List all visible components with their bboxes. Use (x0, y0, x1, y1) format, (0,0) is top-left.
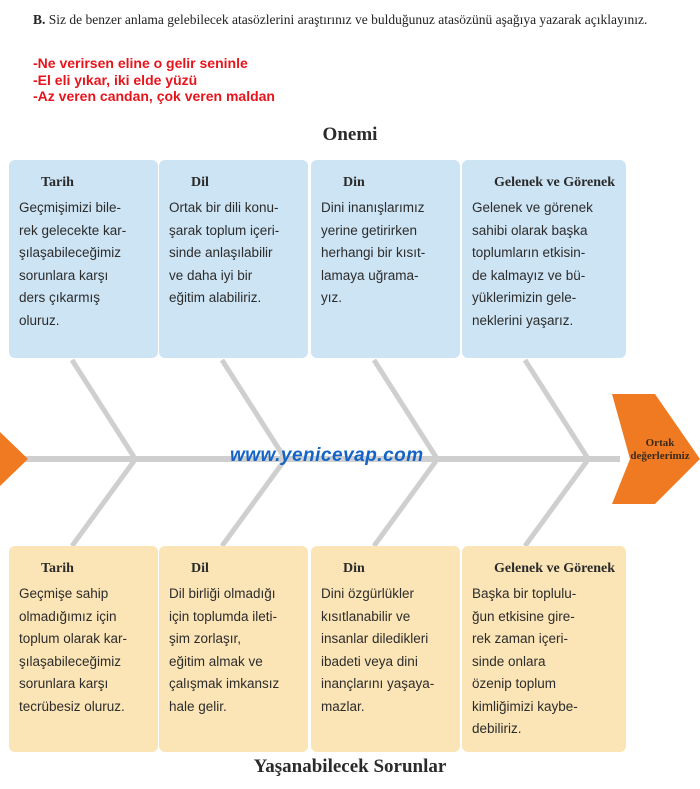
box-title: Dil (191, 175, 209, 190)
box-title: Din (343, 561, 365, 576)
box-text: Geçmişimizi bile- rek gelecekte kar- şılaşabileceğimiz sorunlara karşı ders çıkarmış oluruz. (19, 200, 127, 328)
problems-title: Yaşanabilecek Sorunlar (253, 756, 447, 777)
problem-box-history (9, 546, 158, 752)
common-values-label: Ortak değerlerimiz (630, 437, 690, 462)
lower-bones (72, 461, 587, 546)
question-label: B. (33, 12, 46, 27)
box-text: Geçmişe sahip olmadığımız için toplum olarak kar- şılaşabileceğimiz sorunlara karşı tecrübesiz oluruz. (19, 586, 128, 714)
box-title: Gelenek ve Görenek (494, 175, 616, 190)
box-title: Tarih (41, 561, 74, 576)
problem-box-religion (311, 546, 460, 752)
bone (525, 461, 587, 546)
importance-box-history (9, 160, 158, 358)
instruction-text: Siz de benzer anlama gelebilecek atasözlerini araştırınız ve bulduğunuz atasözünü aşağıya yazarak açıklayınız. (48, 12, 648, 27)
bone (72, 360, 134, 457)
answer-line: -Az veren candan, çok veren maldan (33, 88, 275, 104)
importance-box-language (159, 160, 308, 358)
bone (72, 461, 134, 546)
bone (374, 360, 436, 457)
box-title: Dil (191, 561, 209, 576)
bone (222, 461, 284, 546)
box-text: Gelenek ve görenek sahibi olarak başka toplumların etkisin- de kalmayız ve bü- yüklerimizin gele- neklerini yaşarız. (472, 200, 593, 328)
upper-bones (72, 360, 587, 457)
box-title: Tarih (41, 175, 74, 190)
importance-box-religion (311, 160, 460, 358)
watermark-text: www.yenicevap.com (230, 445, 424, 466)
tail-arrow (0, 432, 28, 486)
box-text: Dini özgürlükler kısıtlanabilir ve insanlar diledikleri ibadeti veya dini inançlarını yaşaya- mazlar. (321, 586, 435, 714)
box-title: Din (343, 175, 365, 190)
box-text: Başka bir toplulu- ğun etkisine gire- rek zaman içeri- sinde onlara özenip toplum kimliğimizi kaybe- debiliriz. (472, 586, 578, 736)
importance-title: Onemi (322, 124, 378, 145)
bone (374, 461, 436, 546)
answer-line: -Ne verirsen eline o gelir seninle (33, 55, 248, 71)
answer-line: -El eli yıkar, iki elde yüzü (33, 71, 198, 88)
box-title: Gelenek ve Görenek (494, 561, 616, 576)
box-text: Dini inanışlarımız yerine getirirken herhangi bir kısıt- lamaya uğrama- yız. (321, 200, 426, 305)
importance-box-customs (462, 160, 626, 358)
problem-box-language (159, 546, 308, 752)
bone (222, 360, 284, 457)
box-text: Dil birliği olmadığı için toplumda ileti- şim zorlaşır, eğitim almak ve çalışmak imkansız hale gelir. (169, 586, 280, 714)
box-text: Ortak bir dili konu- şarak toplum içeri- sinde anlaşılabilir ve daha iyi bir eğitim alabiliriz. (169, 200, 280, 305)
problem-box-customs (462, 546, 626, 752)
bone (525, 360, 587, 457)
